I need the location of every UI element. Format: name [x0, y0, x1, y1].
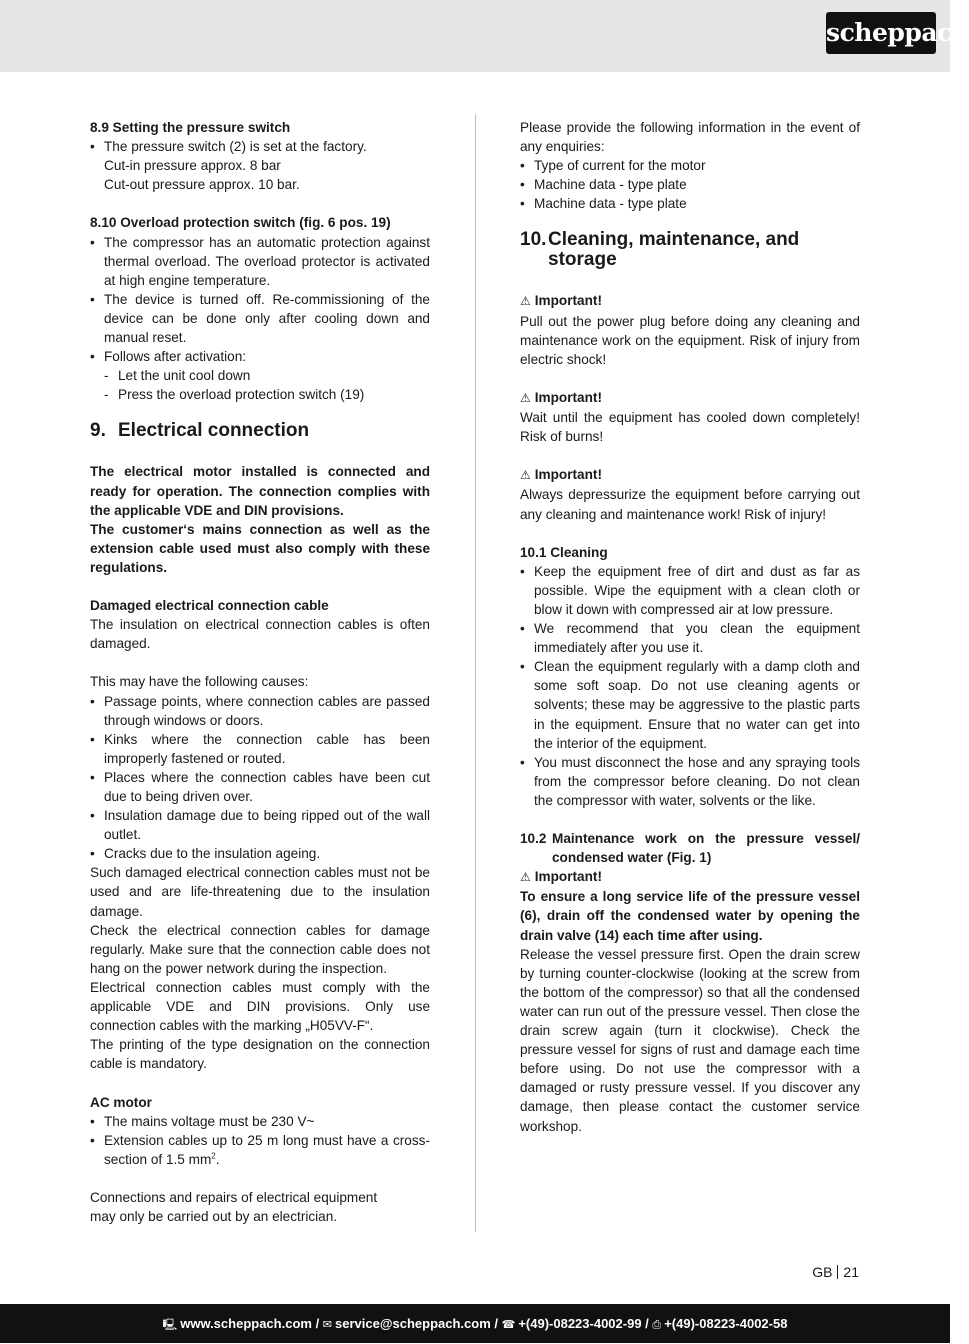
bullet-item: • Insulation damage due to being ripped out of the wall outlet. — [90, 806, 430, 844]
bullet-item: • You must disconnect the hose and any spraying tools from the compressor before cleaning. Do not clean the compressor with water, solvents or the like. — [520, 753, 860, 810]
section-8-9-title: 8.9 Setting the pressure switch — [90, 120, 291, 135]
footer-separator: / — [641, 1316, 653, 1331]
website-link[interactable]: www.scheppach.com — [180, 1316, 312, 1331]
bullet-item: • Machine data - type plate — [520, 175, 860, 194]
ac-motor-title: AC motor — [90, 1094, 152, 1110]
superscript: 2 — [211, 1151, 216, 1161]
left-column — [90, 118, 430, 1226]
bullet-item: • The device is turned off. Re-commissioning of the device can be done only after cooling down and manual reset. — [90, 290, 430, 347]
important-warning: ⚠ Important! — [520, 465, 860, 485]
causes-intro: This may have the following causes: — [90, 674, 309, 690]
paragraph: The insulation on electrical connection cables is often damaged. — [90, 617, 430, 652]
email-link[interactable]: service@scheppach.com — [335, 1316, 491, 1331]
phone-icon: ☎ — [501, 1318, 516, 1331]
dash-item: - Press the overload protection switch (19) — [90, 385, 430, 404]
important-warning: ⚠ Important! — [520, 388, 860, 408]
footer-separator: / — [490, 1316, 502, 1331]
bullet-item: • Clean the equipment regularly with a damp cloth and some soft soap. Do not use cleaning agents or solvents; these may be aggressive to the plastic parts in the equipment. Ensure that no water can get into the interior of the equipment. — [520, 657, 860, 752]
bullet-item: • Type of current for the motor — [520, 156, 860, 175]
bold-paragraph: To ensure a long service life of the pressure vessel (6), drain off the condensed water by opening the drain valve (14) each time after using. — [520, 889, 860, 943]
bullet-item: • The pressure switch (2) is set at the factory. — [90, 137, 430, 156]
computer-icon: 🖳 — [162, 1318, 178, 1331]
important-warning: ⚠ Important! — [520, 291, 860, 311]
mail-icon: ✉ — [322, 1318, 333, 1331]
important-warning: ⚠ Important! — [520, 867, 860, 887]
right-column — [520, 118, 860, 1136]
cut-out-pressure: Cut-out pressure approx. 10 bar. — [104, 177, 300, 193]
bullet-item: • The compressor has an automatic protection against thermal overload. The overload protector is activated at high engine temperature. — [90, 233, 430, 290]
bullet-item: • Passage points, where connection cables are passed through windows or doors. — [90, 692, 430, 730]
bullet-item — [90, 1131, 430, 1169]
fax-icon: ⎙ — [652, 1318, 662, 1331]
bullet-text: Extension cables up to 25 m long must have a cross-section of 1.5 mm — [104, 1132, 430, 1167]
bold-paragraph: The electrical motor installed is connected and ready for operation. The connection complies with the applicable VDE and DIN provisions. — [90, 464, 430, 518]
bullet-item: • Places where the connection cables have been cut due to being driven over. — [90, 768, 430, 806]
paragraph: Pull out the power plug before doing any cleaning and maintenance work on the equipment. Risk of injury from electric shock! — [520, 313, 860, 367]
section-number: 10.2 — [520, 831, 547, 847]
header-band — [0, 0, 969, 72]
paragraph: Such damaged electrical connection cables must not be used and are life-threatening due to the insulation damage. — [90, 865, 430, 919]
paragraph: Wait until the equipment has cooled down completely! Risk of burns! — [520, 410, 860, 445]
dash-item: - Let the unit cool down — [90, 366, 430, 385]
bullet-item: • The mains voltage must be 230 V~ — [90, 1112, 430, 1131]
section-9-heading — [90, 421, 430, 441]
final-line: may only be carried out by an electrician. — [90, 1209, 338, 1225]
bullet-item: • Keep the equipment free of dirt and dust as far as possible. Wipe the equipment with a clean cloth or blow it down with compressed air at low pressure. — [520, 562, 860, 619]
footer-bar — [0, 1304, 950, 1343]
section-10-1-title: 10.1 Cleaning — [520, 544, 608, 560]
page-lang: GB — [812, 1264, 833, 1280]
section-8-10-title: 8.10 Overload protection switch (fig. 6 pos. 19) — [90, 215, 391, 231]
section-number: 10. — [520, 229, 547, 251]
section-title: Maintenance work on the pressure vessel/ condensed water (Fig. 1) — [552, 831, 860, 866]
bullet-item: • Follows after activation: — [90, 347, 430, 366]
section-title: Electrical connection — [118, 420, 310, 442]
column-divider — [475, 114, 476, 1232]
section-10-2-title — [520, 829, 860, 867]
section-number: 9. — [90, 420, 106, 442]
phone-number: +(49)-08223-4002-99 — [518, 1316, 642, 1331]
damaged-cable-title: Damaged electrical connection cable — [90, 598, 329, 614]
page-num: 21 — [843, 1264, 859, 1280]
bullet-item: • Kinks where the connection cable has been improperly fastened or routed. — [90, 730, 430, 768]
paragraph: Always depressurize the equipment before carrying out any cleaning and maintenance work! Risk of injury! — [520, 487, 860, 522]
paragraph: Check the electrical connection cables for damage regularly. Make sure that the connection cable does not hang on the power network during the inspection. — [90, 922, 430, 976]
paragraph: Release the vessel pressure first. Open the drain screw by turning counter-clockwise (looking at the screw from the bottom of the compressor) so that all the condensed water can run out of the pressure vessel. Then close the drain screw again (turn it clockwise). Check the pressure vessel for signs of rust and damage each time before using. Do not use the compressor with a damaged or rusty pressure vessel. If you discover any damage, then please contact the customer service workshop. — [520, 946, 860, 1134]
bullet-text-end: . — [215, 1151, 220, 1167]
enquiry-intro: Please provide the following information in the event of any enquiries: — [520, 120, 860, 155]
page-number — [812, 1264, 859, 1280]
bullet-item: • We recommend that you clean the equipment immediately after you use it. — [520, 619, 860, 657]
bold-paragraph: The customer‘s mains connection as well as the extension cable used must also comply with these regulations. — [90, 521, 430, 575]
paragraph: Electrical connection cables must comply with the applicable VDE and DIN provisions. Only use connection cables with the marking „H05VV-F“. — [90, 979, 430, 1034]
bullet-item: • Machine data - type plate — [520, 194, 860, 213]
scheppach-logo: scheppach — [826, 12, 936, 54]
bullet-item: • Cracks due to the insulation ageing. — [90, 844, 430, 863]
section-title: Cleaning, maintenance, and storage — [548, 229, 800, 271]
fax-number: +(49)-08223-4002-58 — [664, 1316, 788, 1331]
section-10-heading — [520, 230, 860, 270]
final-line: Connections and repairs of electrical equipment — [90, 1189, 378, 1205]
footer-separator: / — [311, 1316, 323, 1331]
page-separator — [837, 1265, 838, 1279]
cut-in-pressure: Cut-in pressure approx. 8 bar — [104, 158, 281, 174]
paragraph: The printing of the type designation on the connection cable is mandatory. — [90, 1037, 430, 1072]
